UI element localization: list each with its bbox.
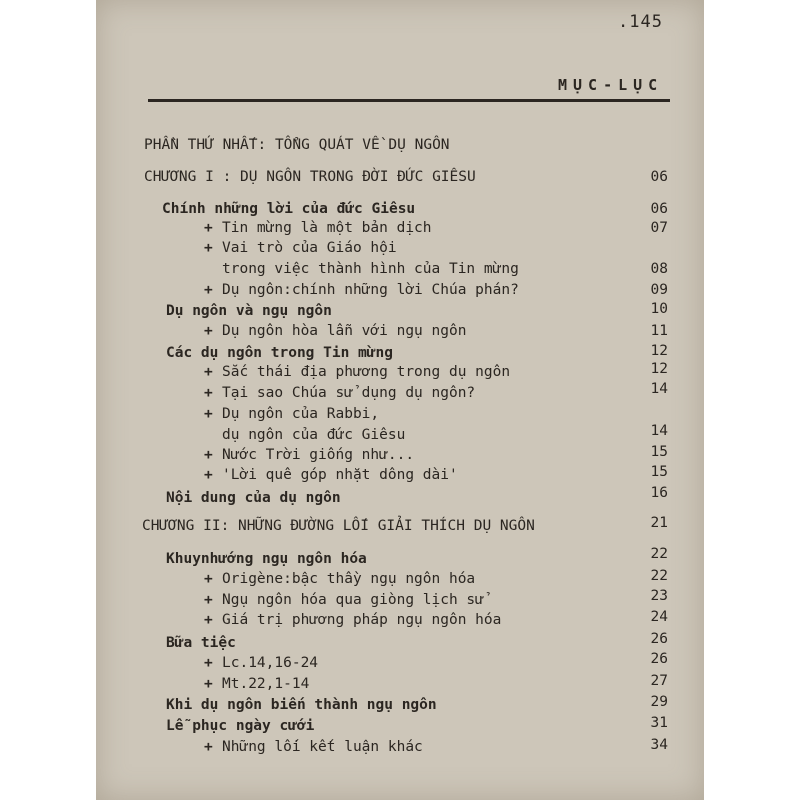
- toc-subitem: + Những lối kết luận khác: [204, 739, 423, 755]
- toc-subitem: + Tin mừng là một bản dịch: [204, 220, 432, 236]
- bullet-icon: +: [204, 612, 213, 628]
- toc-page: 21: [650, 515, 668, 531]
- toc-page: 27: [650, 673, 668, 689]
- toc-subitem-continued: dụ ngôn của đức Giêsu: [222, 427, 406, 443]
- header-rule: [148, 99, 670, 102]
- toc-subitem-continued: trong việc thành hình của Tin mừng: [222, 261, 519, 277]
- bullet-icon: +: [204, 655, 213, 671]
- toc-page: 23: [650, 588, 668, 604]
- bullet-icon: +: [204, 282, 213, 298]
- chapter-heading: CHƯƠNG I : DỤ NGÔN TRONG ĐỜI ĐỨC GIÊSU: [144, 169, 476, 185]
- toc-page: 10: [650, 301, 668, 317]
- toc-subitem: + Nước Trời giống như...: [204, 447, 415, 463]
- toc-subitem: + Vai trò của Giáo hội: [204, 240, 397, 256]
- bullet-icon: +: [204, 385, 213, 401]
- book-page: [96, 0, 704, 800]
- toc-subitem: + Ngụ ngôn hóa qua giòng lịch sử: [204, 592, 484, 608]
- toc-page: 22: [650, 546, 668, 562]
- toc-page: 24: [650, 609, 668, 625]
- toc-page: 22: [650, 568, 668, 584]
- bullet-icon: +: [204, 739, 213, 755]
- toc-subitem: + Dụ ngôn của Rabbi,: [204, 406, 380, 422]
- toc-subitem: + 'Lời quê góp nhặt dông dài': [204, 467, 458, 483]
- toc-page: 15: [650, 444, 668, 460]
- bullet-icon: +: [204, 467, 213, 483]
- page-number: .145: [618, 12, 663, 32]
- bullet-icon: +: [204, 220, 213, 236]
- toc-page: 09: [650, 282, 668, 298]
- toc-page: 08: [650, 261, 668, 277]
- toc-section: Nội dung của dụ ngôn: [166, 490, 341, 506]
- toc-page: 34: [650, 737, 668, 753]
- toc-page: 14: [650, 381, 668, 397]
- bullet-icon: +: [204, 240, 213, 256]
- toc-page: 15: [650, 464, 668, 480]
- toc-section: Lễ phục ngày cưới: [166, 718, 315, 734]
- toc-section: Các dụ ngôn trong Tin mừng: [166, 345, 393, 361]
- toc-section: Bữa tiệc: [166, 635, 236, 651]
- toc-subitem: + Dụ ngôn:chính những lời Chúa phán?: [204, 282, 519, 298]
- toc-subitem: + Origène:bậc thầy ngụ ngôn hóa: [204, 571, 476, 587]
- toc-subitem: + Sắc thái địa phương trong dụ ngôn: [204, 364, 511, 380]
- toc-page: 12: [650, 343, 668, 359]
- chapter-heading: CHƯƠNG II: NHỮNG ĐƯỜNG LỐI GIẢI THÍCH DỤ NGÔN: [142, 518, 535, 534]
- toc-subitem: + Dụ ngôn hòa lẫn với ngụ ngôn: [204, 323, 467, 339]
- toc-section: Dụ ngôn và ngụ ngôn: [166, 303, 332, 319]
- toc-page: 07: [650, 220, 668, 236]
- toc-page: 26: [650, 631, 668, 647]
- bullet-icon: +: [204, 364, 213, 380]
- toc-subitem: + Tại sao Chúa sử dụng dụ ngôn?: [204, 385, 476, 401]
- bullet-icon: +: [204, 571, 213, 587]
- toc-page: 31: [650, 715, 668, 731]
- toc-page: 12: [650, 361, 668, 377]
- toc-page: 26: [650, 651, 668, 667]
- part-heading: PHẦN THỨ NHẤT: TỔNG QUÁT VỀ DỤ NGÔN: [144, 137, 450, 153]
- toc-page: 06: [650, 169, 668, 185]
- toc-page: 11: [650, 323, 668, 339]
- toc-section: Khi dụ ngôn biến thành ngụ ngôn: [166, 697, 437, 713]
- toc-subitem: + Lc.14,16-24: [204, 655, 319, 671]
- bullet-icon: +: [204, 406, 213, 422]
- bullet-icon: +: [204, 447, 213, 463]
- bullet-icon: +: [204, 676, 213, 692]
- toc-subitem: + Giá trị phương pháp ngụ ngôn hóa: [204, 612, 502, 628]
- toc-page: 14: [650, 423, 668, 439]
- toc-section: Khuynhướng ngụ ngôn hóa: [166, 551, 367, 567]
- toc-page: 16: [650, 485, 668, 501]
- bullet-icon: +: [204, 592, 213, 608]
- toc-page: 06: [650, 201, 668, 217]
- toc-subitem: + Mt.22,1-14: [204, 676, 310, 692]
- page-header: MỤC-LỤC: [558, 76, 664, 94]
- bullet-icon: +: [204, 323, 213, 339]
- toc-section: Chính những lời của đức Giêsu: [162, 201, 416, 217]
- toc-page: 29: [650, 694, 668, 710]
